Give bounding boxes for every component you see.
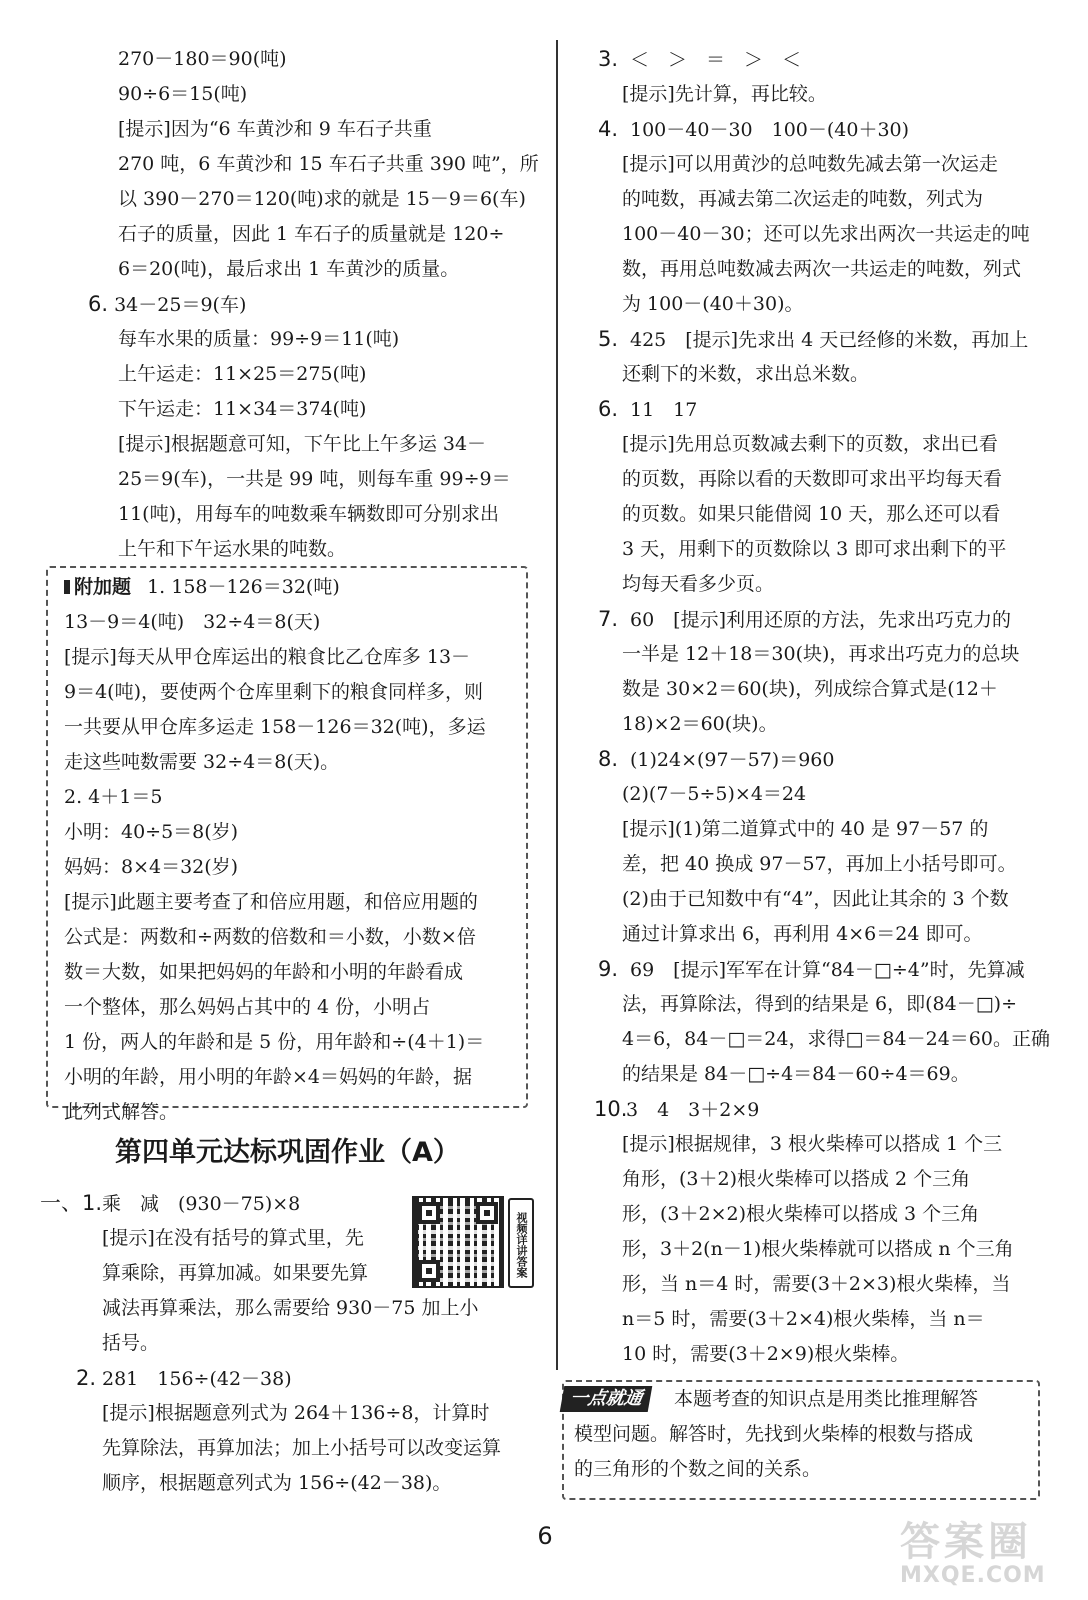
answer-text: (1)24×(97－57)＝960	[630, 749, 835, 771]
answer-line	[594, 1092, 1058, 1127]
extra-label: 附加题	[74, 576, 132, 598]
answer-line	[598, 112, 1058, 147]
text-line: [提示]根据题意可知，下午比上午多运 34－	[118, 433, 487, 455]
text-line: 每车水果的质量：99÷9＝11(吨)	[118, 328, 400, 350]
answer-line	[598, 952, 1058, 987]
right-column	[594, 42, 1058, 1372]
left-column	[62, 42, 539, 567]
text-line: [提示](1)第二道算式中的 40 是 97－57 的	[622, 818, 989, 840]
question-number: 一、1.	[40, 1191, 103, 1215]
text-line: 34－25＝9(车)	[114, 294, 247, 316]
text-line: 270 吨，6 车黄沙和 15 车石子共重 390 吨”，所	[118, 153, 539, 175]
text-line: 9＝4(吨)，要使两个仓库里剩下的粮食同样多，则	[64, 681, 484, 703]
text-line: 25＝9(车)，一共是 99 吨，则每车重 99÷9＝	[118, 468, 511, 490]
text-line: 差，把 40 换成 97－57，再加上小括号即可。	[622, 853, 1017, 875]
section-title: 第四单元达标巩固作业（A）	[115, 1137, 460, 1168]
text-line: 11(吨)，用每车的吨数乘车辆数即可分别求出	[118, 503, 500, 525]
text-line: [提示]每天从甲仓库运出的粮食比乙仓库多 13－	[64, 646, 471, 668]
text-line: 形，当 n＝4 时，需要(3＋2×3)根火柴棒，当	[622, 1273, 1011, 1295]
text-line: 270－180＝90(吨)	[118, 48, 287, 70]
text-line: [提示]先计算，再比较。	[622, 83, 827, 105]
extra-question-content	[64, 570, 524, 1130]
text-line: 数，再用总吨数减去两次一共运走的吨数，列式	[622, 258, 1022, 280]
text-line: 一个整体，那么妈妈占其中的 4 份，小明占	[64, 996, 431, 1018]
answer-line	[40, 1361, 540, 1396]
text-line: 均每天看多少页。	[622, 573, 775, 595]
text-line: 6＝20(吨)，最后求出 1 车黄沙的质量。	[118, 258, 460, 280]
text-line: 一半是 12＋18＝30(块)，再求出巧克力的总块	[622, 643, 1020, 665]
qr-label: 视频详讲答案	[508, 1198, 534, 1288]
text-line: [提示]在没有括号的算式里，先	[102, 1227, 364, 1249]
text-line: [提示]根据规律，3 根火柴棒可以搭成 1 个三	[622, 1133, 1003, 1155]
text-line: 小明：40÷5＝8(岁)	[64, 821, 239, 843]
text-line: 形，3＋2(n－1)根火柴棒就可以搭成 n 个三角	[622, 1238, 1014, 1260]
text-line: 上午和下午运水果的吨数。	[118, 538, 347, 560]
column-divider	[556, 40, 558, 1370]
text-line: 13－9＝4(吨) 32÷4＝8(天)	[64, 611, 321, 633]
text-line: n＝5 时，需要(3＋2×4)根火柴棒，当 n＝	[622, 1308, 985, 1330]
text-line: 通过计算求出 6，再利用 4×6＝24 即可。	[622, 923, 983, 945]
tip-badge: 一点就通	[560, 1386, 653, 1412]
question-number: 10.	[594, 1097, 628, 1121]
question-number: 7.	[598, 607, 619, 631]
text-line: 数＝大数，如果把妈妈的年龄和小明的年龄看成	[64, 961, 464, 983]
question-number: 9.	[598, 957, 619, 981]
text-line: 100－40－30；还可以先求出两次一共运走的吨	[622, 223, 1030, 245]
answer-line	[598, 322, 1058, 357]
question-number: 2.	[75, 1366, 96, 1390]
text-line: [提示]因为“6 车黄沙和 9 车石子共重	[118, 118, 432, 140]
extra-question-box	[46, 566, 528, 1123]
text-line: 模型问题。解答时，先找到火柴棒的根数与搭成	[574, 1423, 974, 1445]
question-number: 3.	[598, 47, 619, 71]
answer-text: 281 156÷(42－38)	[102, 1368, 292, 1390]
text-line: 的结果是 84－□÷4＝84－60÷4＝69。	[622, 1063, 970, 1085]
text-line: [提示]根据题意列式为 264＋136÷8，计算时	[102, 1402, 490, 1424]
answer-text: 425 [提示]先求出 4 天已经修的米数，再加上	[630, 329, 1029, 351]
answer-line	[598, 742, 1058, 777]
text-line: 1 份，两人的年龄和是 5 份，用年龄和÷(4＋1)＝	[64, 1031, 485, 1053]
flag-icon	[64, 580, 70, 594]
tip-box	[562, 1380, 1040, 1500]
answer-text: 3 4 3＋2×9	[626, 1099, 760, 1121]
watermark-url: MXQE.COM	[900, 1563, 1046, 1588]
page-number: 6	[537, 1522, 553, 1550]
text-line: (2)(7－5÷5)×4＝24	[622, 783, 807, 805]
answer-text: ＜ ＞ ＝ ＞ ＜	[630, 49, 802, 71]
text-line: 括号。	[102, 1332, 160, 1354]
text-line: 上午运走：11×25＝275(吨)	[118, 363, 367, 385]
text-line: 法，再算除法，得到的结果是 6，即(84－□)÷	[622, 993, 1018, 1015]
answer-text: 100－40－30 100－(40＋30)	[630, 119, 910, 141]
tip-content	[574, 1382, 1034, 1487]
text-line: 18)×2＝60(块)。	[622, 713, 778, 735]
answer-text: 69 [提示]军军在计算“84－□÷4”时，先算减	[630, 959, 1025, 981]
text-line: 的页数，再除以看的天数即可求出平均每天看	[622, 468, 1003, 490]
question-number: 6.	[598, 397, 619, 421]
answer-line	[598, 602, 1058, 637]
text-line: 的吨数，再减去第二次运走的吨数，列式为	[622, 188, 984, 210]
extra-header	[64, 570, 524, 605]
text-line: 石子的质量，因此 1 车石子的质量就是 120÷	[118, 223, 505, 245]
answer-line	[598, 392, 1058, 427]
text-line: 妈妈：8×4＝32(岁)	[64, 856, 239, 878]
text-line: 本题考查的知识点是用类比推理解答	[674, 1388, 979, 1410]
answer-text: 乘 减 (930－75)×8	[102, 1193, 301, 1215]
text-line: 一共要从甲仓库多运走 158－126＝32(吨)，多运	[64, 716, 486, 738]
text-line: 下午运走：11×34＝374(吨)	[118, 398, 367, 420]
text-line: 减法再算乘法，那么需要给 930－75 加上小	[102, 1297, 479, 1319]
text-line: [提示]可以用黄沙的总吨数先减去第一次运走	[622, 153, 998, 175]
text-line: 2. 4＋1＝5	[64, 786, 163, 808]
text-line: 形，(3＋2×2)根火柴棒可以搭成 3 个三角	[622, 1203, 980, 1225]
text-line: 顺序，根据题意列式为 156÷(42－38)。	[102, 1472, 452, 1494]
question-6	[62, 287, 532, 322]
text-line: 10 时，需要(3＋2×9)根火柴棒。	[622, 1343, 910, 1365]
text-line: 为 100－(40＋30)。	[622, 293, 804, 315]
qr-code-image[interactable]	[412, 1196, 504, 1288]
text-line: 1. 158－126＝32(吨)	[147, 576, 340, 598]
text-line: 角形，(3＋2)根火柴棒可以搭成 2 个三角	[622, 1168, 971, 1190]
answer-text: 11 17	[630, 399, 698, 421]
text-line: 的页数。如果只能借阅 10 天，那么还可以看	[622, 503, 1001, 525]
text-line: 还剩下的米数，求出总米数。	[622, 363, 870, 385]
text-line: 小明的年龄，用小明的年龄×4＝妈妈的年龄，据	[64, 1066, 473, 1088]
text-line: 的三角形的个数之间的关系。	[574, 1458, 822, 1480]
answer-text: 60 [提示]利用还原的方法，先求出巧克力的	[630, 609, 1012, 631]
text-line: (2)由于已知数中有“4”，因此让其余的 3 个数	[622, 888, 1009, 910]
text-line: 90÷6＝15(吨)	[118, 83, 248, 105]
text-line: 3 天，用剩下的页数除以 3 即可求出剩下的平	[622, 538, 1007, 560]
text-line: 走这些吨数需要 32÷4＝8(天)。	[64, 751, 340, 773]
question-number: 5.	[598, 327, 619, 351]
text-line: [提示]此题主要考查了和倍应用题，和倍应用题的	[64, 891, 478, 913]
text-line: 以 390－270＝120(吨)求的就是 15－9＝6(车)	[118, 188, 526, 210]
answer-line	[598, 42, 1058, 77]
text-line: [提示]先用总页数减去剩下的页数，求出已看	[622, 433, 998, 455]
watermark-text: 答案圈	[900, 1519, 1032, 1565]
text-line: 算乘除，再算加减。如果要先算	[102, 1262, 369, 1284]
text-line: 先算除法，再算加法；加上小括号可以改变运算	[102, 1437, 502, 1459]
text-line: 此列式解答。	[64, 1101, 179, 1123]
text-line: 数是 30×2＝60(块)，列成综合算式是(12＋	[622, 678, 998, 700]
text-line: 4＝6，84－□＝24，求得□＝84－24＝60。正确	[622, 1028, 1050, 1050]
question-number: 8.	[598, 747, 619, 771]
text-line: 公式是：两数和÷两数的倍数和＝小数，小数×倍	[64, 926, 476, 948]
question-number: 4.	[598, 117, 619, 141]
question-number: 6.	[88, 292, 109, 316]
watermark	[900, 1510, 1080, 1590]
